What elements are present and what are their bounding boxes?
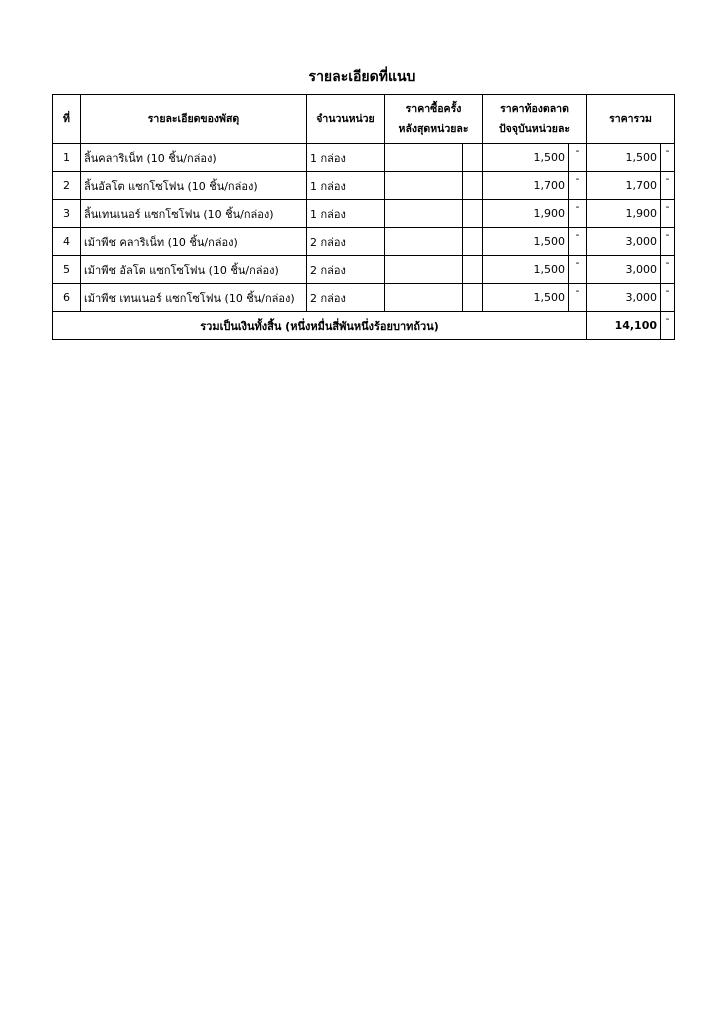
row-total: 3,000 [587,256,661,284]
header-last-price-line1: ราคาซื้อครั้ง [405,103,462,115]
header-market-price-line1: ราคาท้องตลาด [500,103,569,115]
row-last-price [385,200,463,228]
row-quantity: 1 กล่อง [307,144,385,172]
row-last-price-fraction [463,144,483,172]
header-total: ราคารวม [587,95,675,144]
row-quantity: 2 กล่อง [307,256,385,284]
table-row [53,200,675,228]
row-last-price [385,256,463,284]
row-no: 6 [53,284,81,312]
row-quantity: 1 กล่อง [307,200,385,228]
row-quantity: 2 กล่อง [307,228,385,256]
row-unit-price-dash: - [569,256,587,284]
header-market-price [483,95,587,144]
header-last-price-line2: หลังสุดหน่วยละ [398,123,469,135]
header-no: ที่ [53,95,81,144]
page-title: รายละเอียดที่แนบ [308,69,416,85]
header-market-price-line2: ปัจจุบันหน่วยละ [498,123,571,135]
grand-total-dash: - [661,312,675,340]
grand-total-label: รวมเป็นเงินทั้งสิ้น (หนึ่งหมื่นสี่พันหนึ่งร้อยบาทถ้วน) [53,312,587,340]
row-no: 5 [53,256,81,284]
grand-total-value: 14,100 [587,312,661,340]
row-total-dash: - [661,228,675,256]
row-last-price-fraction [463,256,483,284]
table-row [53,144,675,172]
row-last-price-fraction [463,284,483,312]
row-description: ลิ้นคลาริเน็ท (10 ชิ้น/กล่อง) [81,144,307,172]
grand-total-row [53,312,675,340]
row-description: เม้าพีช เทนเนอร์ แซกโซโฟน (10 ชิ้น/กล่อง) [81,284,307,312]
row-unit-price: 1,900 [483,200,569,228]
row-no: 4 [53,228,81,256]
row-total: 3,000 [587,228,661,256]
row-last-price [385,144,463,172]
row-quantity: 1 กล่อง [307,172,385,200]
row-total-dash: - [661,144,675,172]
table-header-row [53,95,675,144]
row-unit-price: 1,500 [483,284,569,312]
row-last-price-fraction [463,172,483,200]
items-table [52,94,675,340]
row-unit-price: 1,500 [483,228,569,256]
row-unit-price-dash: - [569,144,587,172]
table-row [53,172,675,200]
row-no: 1 [53,144,81,172]
row-total-dash: - [661,200,675,228]
row-total: 3,000 [587,284,661,312]
row-total-dash: - [661,256,675,284]
row-description: เม้าพีช คลาริเน็ท (10 ชิ้น/กล่อง) [81,228,307,256]
row-total-dash: - [661,172,675,200]
row-total: 1,900 [587,200,661,228]
table-row [53,256,675,284]
row-unit-price: 1,500 [483,256,569,284]
header-last-price [385,95,483,144]
row-total: 1,700 [587,172,661,200]
row-last-price [385,228,463,256]
header-quantity: จำนวนหน่วย [307,95,385,144]
row-unit-price-dash: - [569,172,587,200]
row-unit-price: 1,700 [483,172,569,200]
row-last-price-fraction [463,228,483,256]
table-row [53,284,675,312]
row-description: ลิ้นเทนเนอร์ แซกโซโฟน (10 ชิ้น/กล่อง) [81,200,307,228]
row-quantity: 2 กล่อง [307,284,385,312]
row-unit-price-dash: - [569,284,587,312]
row-total-dash: - [661,284,675,312]
header-description: รายละเอียดของพัสดุ [81,95,307,144]
row-total: 1,500 [587,144,661,172]
row-unit-price-dash: - [569,228,587,256]
row-no: 3 [53,200,81,228]
row-description: ลิ้นอัลโต แซกโซโฟน (10 ชิ้น/กล่อง) [81,172,307,200]
row-unit-price-dash: - [569,200,587,228]
row-last-price [385,284,463,312]
table-row [53,228,675,256]
row-last-price [385,172,463,200]
row-last-price-fraction [463,200,483,228]
row-description: เม้าพีช อัลโต แซกโซโฟน (10 ชิ้น/กล่อง) [81,256,307,284]
row-unit-price: 1,500 [483,144,569,172]
row-no: 2 [53,172,81,200]
